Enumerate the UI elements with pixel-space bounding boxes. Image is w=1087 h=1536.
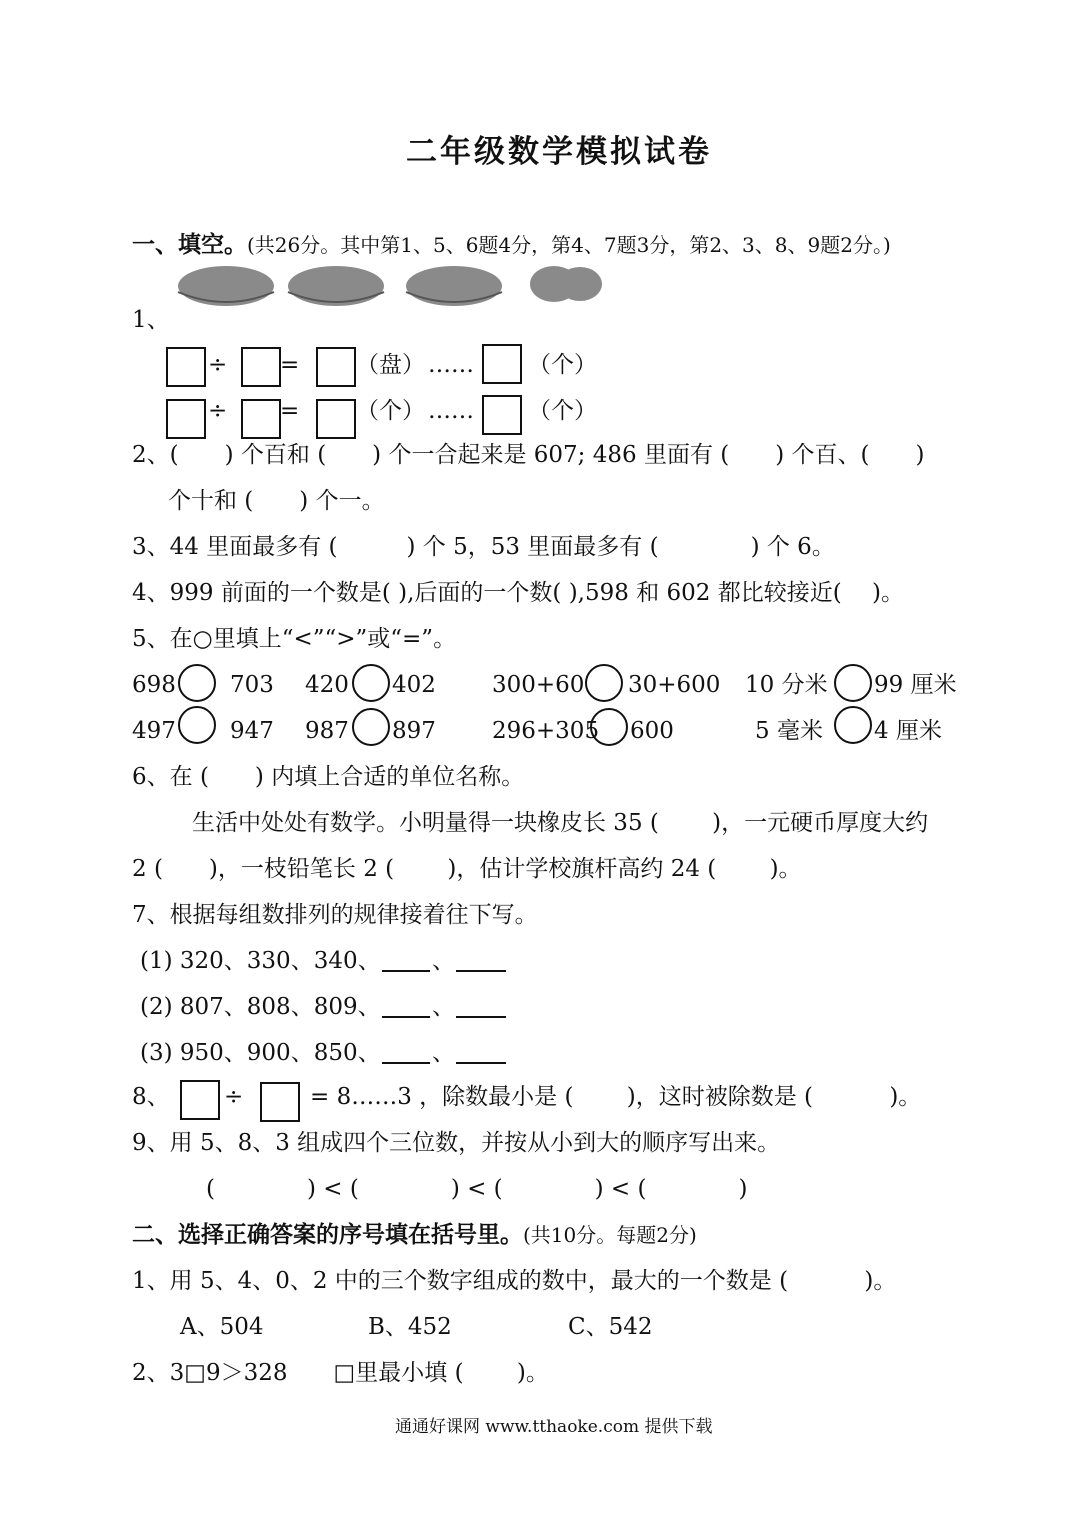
sequence-item: (2) 807、808、809、 bbox=[140, 994, 381, 1020]
compare-left: 987 bbox=[305, 718, 349, 744]
compare-circle[interactable] bbox=[834, 706, 872, 744]
s2-q1-prompt: 1、用 5、4、0、2 中的三个数字组成的数中，最大的一个数是 ( )。 bbox=[132, 1268, 897, 1294]
answer-blank[interactable] bbox=[382, 1016, 430, 1018]
q8-number: 8、 bbox=[132, 1084, 170, 1110]
answer-blank[interactable] bbox=[456, 970, 506, 972]
section1-title: 一、填空。 bbox=[132, 231, 247, 258]
divide-sign: ÷ bbox=[224, 1084, 244, 1110]
q3-text: 3、44 里面最多有 ( ) 个 5，53 里面最多有 ( ) 个 6。 bbox=[132, 534, 835, 560]
q6-line1: 生活中处处有数学。小明量得一块橡皮长 35 ( )，一元硬币厚度大约 bbox=[192, 810, 929, 836]
option-b: B、452 bbox=[368, 1314, 452, 1340]
q9-prompt: 9、用 5、8、3 组成四个三位数，并按从小到大的顺序写出来。 bbox=[132, 1130, 781, 1156]
s2-q2-text: 2、3□9＞328 □里最小填 ( )。 bbox=[132, 1360, 549, 1386]
q6-prompt: 6、在 ( ) 内填上合适的单位名称。 bbox=[132, 764, 525, 790]
answer-box[interactable] bbox=[241, 399, 281, 439]
q4-text: 4、999 前面的一个数是( ),后面的一个数( ),598 和 602 都比较接近( )。 bbox=[132, 580, 904, 606]
compare-right: 703 bbox=[230, 672, 274, 698]
answer-box[interactable] bbox=[482, 395, 522, 435]
answer-blank[interactable] bbox=[456, 1062, 506, 1064]
answer-box[interactable] bbox=[166, 399, 206, 439]
compare-right: 947 bbox=[230, 718, 274, 744]
divide-sign: ÷ bbox=[208, 398, 228, 424]
section2-heading bbox=[132, 1220, 697, 1250]
sequence-item: (1) 320、330、340、 bbox=[140, 948, 381, 974]
q1-number: 1、 bbox=[132, 307, 170, 333]
compare-left: 300+60 bbox=[492, 672, 585, 698]
answer-blank[interactable] bbox=[456, 1016, 506, 1018]
answer-box[interactable] bbox=[316, 347, 356, 387]
compare-circle[interactable] bbox=[352, 708, 390, 746]
strawberry-plates-image bbox=[176, 262, 616, 314]
q9-answer-line: ( ) < ( ) < ( ) < ( ) bbox=[206, 1176, 748, 1202]
compare-left: 698 bbox=[132, 672, 176, 698]
equal-sign: = bbox=[280, 398, 300, 424]
q2-line2: 个十和 ( ) 个一。 bbox=[168, 488, 385, 514]
answer-box[interactable] bbox=[241, 347, 281, 387]
compare-circle[interactable] bbox=[834, 664, 872, 702]
compare-right: 402 bbox=[392, 672, 436, 698]
option-a: A、504 bbox=[180, 1314, 264, 1340]
compare-circle[interactable] bbox=[352, 664, 390, 702]
answer-box[interactable] bbox=[166, 347, 206, 387]
compare-left: 497 bbox=[132, 718, 176, 744]
answer-blank[interactable] bbox=[382, 970, 430, 972]
divide-sign: ÷ bbox=[208, 352, 228, 378]
separator: 、 bbox=[432, 948, 455, 974]
q8-text: = 8……3 ，除数最小是 ( )，这时被除数是 ( )。 bbox=[310, 1084, 922, 1110]
answer-box[interactable] bbox=[260, 1082, 300, 1122]
section2-title: 二、选择正确答案的序号填在括号里。 bbox=[132, 1221, 523, 1248]
unit-label: （个） bbox=[528, 398, 597, 424]
q5-prompt: 5、在○里填上“<”“>”或“=”。 bbox=[132, 626, 457, 652]
answer-blank[interactable] bbox=[382, 1062, 430, 1064]
compare-circle[interactable] bbox=[585, 664, 623, 702]
answer-box[interactable] bbox=[316, 399, 356, 439]
unit-label: （盘） bbox=[356, 352, 425, 378]
compare-left: 5 毫米 bbox=[755, 718, 823, 744]
remainder-dots: …… bbox=[428, 352, 474, 378]
sequence-item: (3) 950、900、850、 bbox=[140, 1040, 381, 1066]
option-c: C、542 bbox=[568, 1314, 653, 1340]
q6-line2: 2 ( )，一枝铅笔长 2 ( )，估计学校旗杆高约 24 ( )。 bbox=[132, 856, 802, 882]
section1-heading bbox=[132, 230, 891, 260]
page-title: 二年级数学模拟试卷 bbox=[406, 134, 712, 170]
section2-note: (共10分。每题2分) bbox=[523, 1223, 697, 1247]
compare-circle[interactable] bbox=[178, 664, 216, 702]
answer-box[interactable] bbox=[482, 344, 522, 384]
remainder-dots: …… bbox=[428, 398, 474, 424]
compare-right: 4 厘米 bbox=[874, 718, 942, 744]
compare-left: 10 分米 bbox=[745, 672, 828, 698]
compare-right: 600 bbox=[630, 718, 674, 744]
compare-right: 897 bbox=[392, 718, 436, 744]
unit-label: （个） bbox=[356, 398, 425, 424]
q2-line1: 2、( ) 个百和 ( ) 个一合起来是 607; 486 里面有 ( ) 个百、( ) bbox=[132, 442, 925, 468]
footer-text: 通通好课网 www.tthaoke.com 提供下载 bbox=[395, 1417, 713, 1437]
answer-box[interactable] bbox=[180, 1080, 220, 1120]
q7-prompt: 7、根据每组数排列的规律接着往下写。 bbox=[132, 902, 538, 928]
separator: 、 bbox=[432, 994, 455, 1020]
separator: 、 bbox=[432, 1040, 455, 1066]
compare-left: 296+305 bbox=[492, 718, 600, 744]
equal-sign: = bbox=[280, 352, 300, 378]
compare-circle[interactable] bbox=[178, 706, 216, 744]
compare-circle[interactable] bbox=[590, 708, 628, 746]
unit-label: （个） bbox=[528, 352, 597, 378]
section1-note: (共26分。其中第1、5、6题4分，第4、7题3分，第2、3、8、9题2分。) bbox=[247, 233, 891, 257]
compare-left: 420 bbox=[305, 672, 349, 698]
compare-right: 30+600 bbox=[628, 672, 721, 698]
compare-right: 99 厘米 bbox=[874, 672, 957, 698]
